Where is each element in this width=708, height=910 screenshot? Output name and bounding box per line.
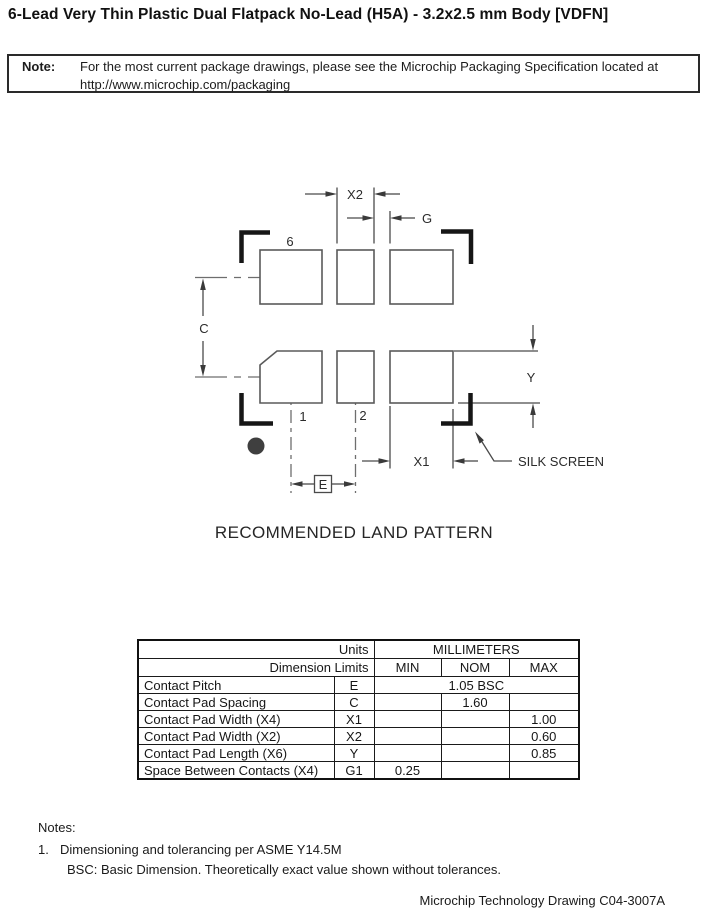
units-value-cell: MILLIMETERS [374, 640, 579, 659]
x1-arrow-right [453, 458, 465, 464]
row-symbol-cell: G1 [334, 762, 374, 780]
row-name-cell: Contact Pad Width (X2) [138, 728, 334, 745]
dim-label-y: Y [526, 370, 536, 385]
col-header-nom: NOM [441, 659, 509, 677]
row-name-cell: Contact Pitch [138, 677, 334, 694]
row-max-cell [509, 762, 579, 780]
row-name-cell: Contact Pad Width (X4) [138, 711, 334, 728]
y-arrow-bottom [530, 404, 536, 416]
row-max-cell: 0.85 [509, 745, 579, 762]
c-arrow-bottom [200, 365, 206, 377]
table-row-contact-space [138, 762, 579, 780]
dimensions-table [137, 639, 580, 780]
row-symbol-cell: Y [334, 745, 374, 762]
note-url: http://www.microchip.com/packaging [80, 77, 291, 92]
table-row-units [138, 640, 579, 659]
contact-pads [260, 250, 453, 403]
pad-5 [337, 250, 374, 304]
table-row-pad-width-x1 [138, 711, 579, 728]
pad-6 [260, 250, 322, 304]
notes-item-text: Dimensioning and tolerancing per ASME Y14.5M [60, 842, 342, 857]
units-label-cell: Units [138, 640, 374, 659]
g-arrow-left [363, 215, 375, 221]
pin2-label: 2 [359, 408, 367, 423]
dim-limits-cell: Dimension Limits [138, 659, 374, 677]
row-min-cell [374, 728, 441, 745]
col-header-max: MAX [509, 659, 579, 677]
pin1-label: 1 [299, 409, 307, 424]
table-row-pad-spacing [138, 694, 579, 711]
diagram-caption: RECOMMENDED LAND PATTERN [214, 523, 494, 542]
row-symbol-cell: X1 [334, 711, 374, 728]
row-symbol-cell: C [334, 694, 374, 711]
row-nom-cell [441, 711, 509, 728]
notes-heading: Notes: [38, 820, 76, 835]
x1-arrow-left [379, 458, 391, 464]
pad-1-chamfered [260, 351, 322, 403]
pad-4 [390, 250, 453, 304]
g-arrow-right [390, 215, 402, 221]
note-line1: For the most current package drawings, please see the Microchip Packaging Specification located at [80, 59, 659, 74]
dim-label-x1: X1 [413, 454, 430, 469]
notes-section [38, 820, 501, 877]
notes-item-number: 1. [38, 842, 49, 857]
row-min-cell [374, 694, 441, 711]
row-max-cell: 1.00 [509, 711, 579, 728]
note-label: Note: [22, 59, 56, 74]
col-header-min: MIN [374, 659, 441, 677]
table-row-pad-length [138, 745, 579, 762]
table-row-pad-width-x2 [138, 728, 579, 745]
notes-item-1 [38, 842, 501, 857]
row-symbol-cell: E [334, 677, 374, 694]
silkscreen-leader [482, 441, 513, 461]
row-name-cell: Contact Pad Spacing [138, 694, 334, 711]
row-nom-cell [441, 728, 509, 745]
row-name-cell: Space Between Contacts (X4) [138, 762, 334, 780]
y-arrow-top [530, 339, 536, 351]
row-max-cell: 0.60 [509, 728, 579, 745]
notes-item-sub: BSC: Basic Dimension. Theoretically exact value shown without tolerances. [67, 862, 502, 877]
row-nom-cell [441, 745, 509, 762]
table-row-limits [138, 659, 579, 677]
silkscreen-label: SILK SCREEN [518, 454, 604, 469]
footer-drawing-number: Microchip Technology Drawing C04-3007A [419, 893, 665, 908]
row-span-value-cell: 1.05 BSC [374, 677, 579, 694]
e-arrow-right [344, 481, 356, 487]
dim-label-c: C [199, 321, 209, 336]
row-min-cell [374, 745, 441, 762]
pad-2 [337, 351, 374, 403]
x2-arrow-left [326, 191, 338, 197]
pin6-label: 6 [286, 234, 294, 249]
x2-arrow-right [374, 191, 386, 197]
dim-label-x2: X2 [347, 187, 363, 202]
row-nom-cell: 1.60 [441, 694, 509, 711]
row-symbol-cell: X2 [334, 728, 374, 745]
row-nom-cell [441, 762, 509, 780]
pad-3 [390, 351, 453, 403]
table-row-contact-pitch [138, 677, 579, 694]
pin1-indicator-dot [248, 438, 265, 455]
dim-label-g: G [421, 211, 433, 226]
page-title: 6-Lead Very Thin Plastic Dual Flatpack No-Lead (H5A) - 3.2x2.5 mm Body [VDFN] [8, 6, 609, 23]
row-min-cell: 0.25 [374, 762, 441, 780]
dim-label-e: E [318, 477, 328, 492]
c-arrow-top [200, 279, 206, 291]
row-name-cell: Contact Pad Length (X6) [138, 745, 334, 762]
row-min-cell [374, 711, 441, 728]
row-max-cell [509, 694, 579, 711]
e-arrow-left [291, 481, 303, 487]
